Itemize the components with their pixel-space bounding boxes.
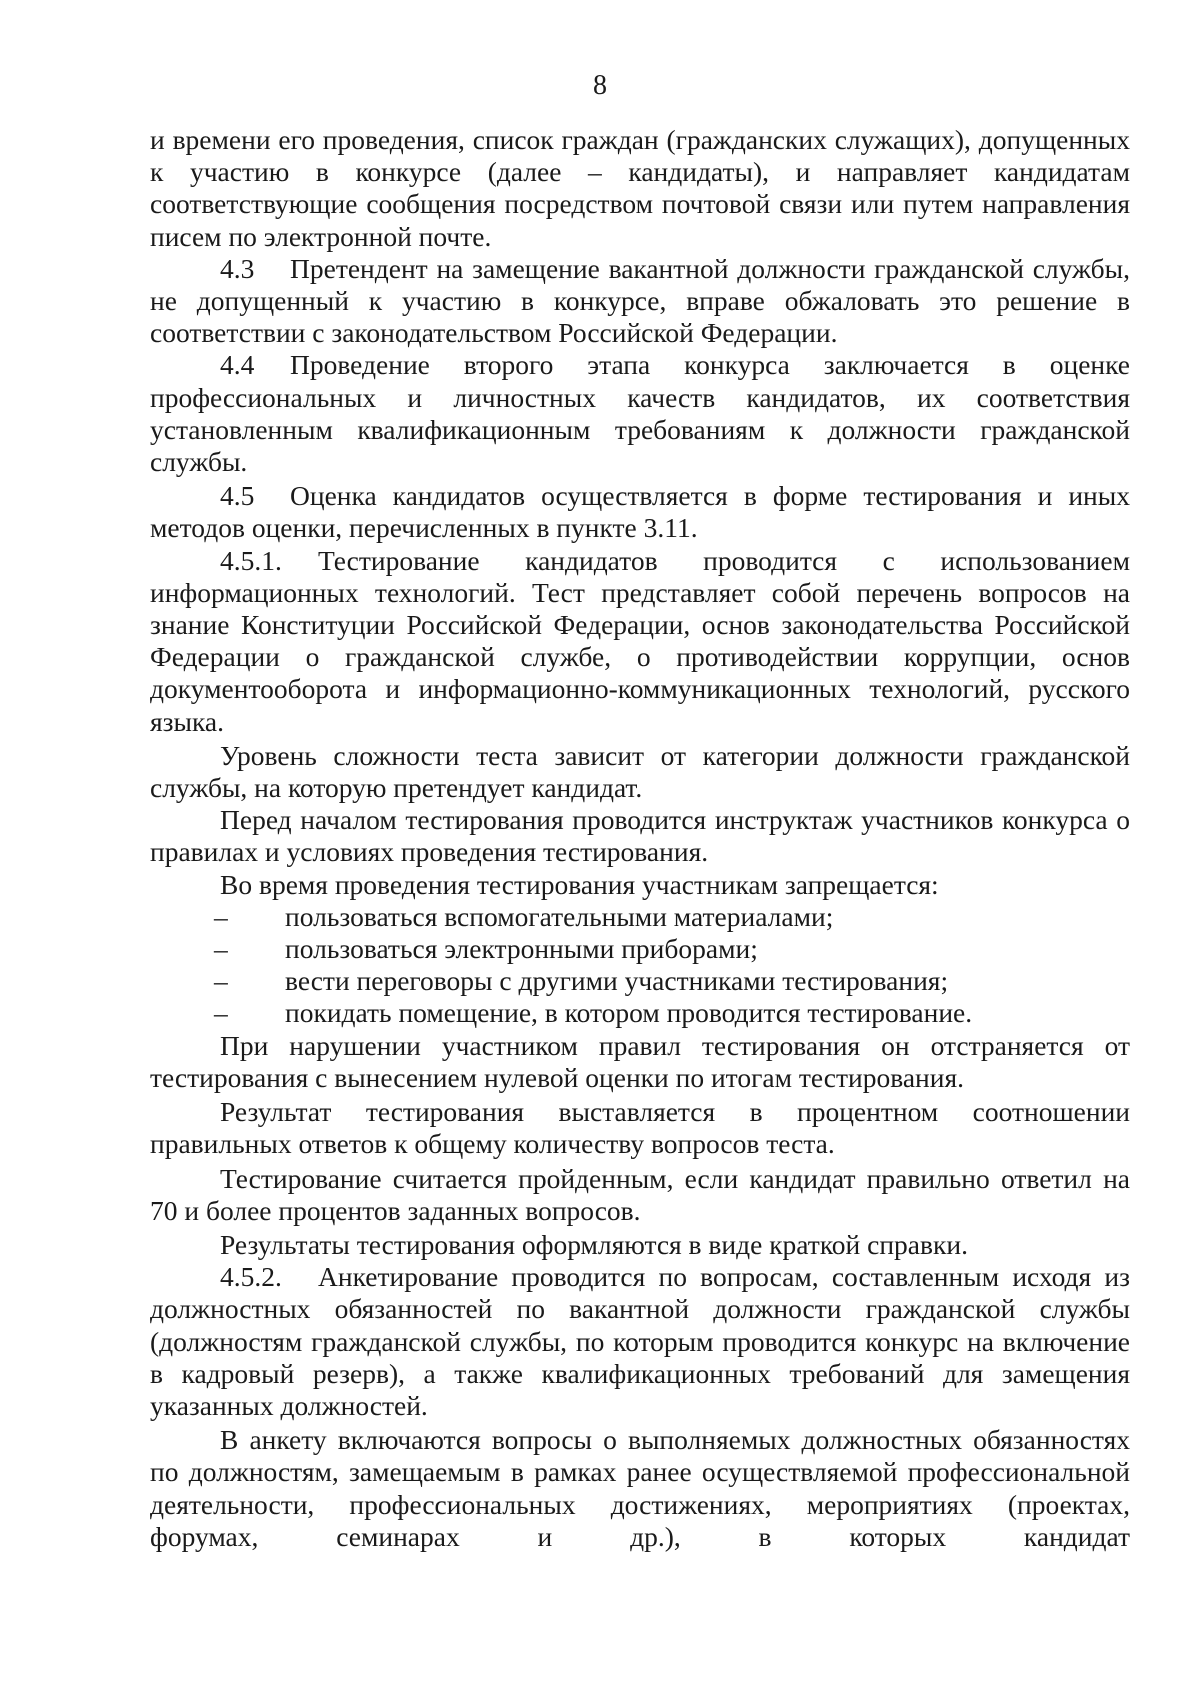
document-body [150,124,1130,1553]
paragraph: В анкету включаются вопросы о выполняемых должностных обязанностях по должностям, замещаемым в рамках ранее осуществляемой профессиональной деятельности, профессиональных достижениях, мероприятиях (проектах, форумах, семинарах и др.), в которых кандидат [150,1424,1130,1552]
bullet-dash: – [214,933,228,965]
paragraph-text: Тестирование кандидатов проводится с использованием информационных технологий. Тест представляет собой перечень вопросов на знание Конституции Российской Федерации, основ законодательства Российской Федерации о гражданской службе, о противодействии коррупции, основ документооборота и информационно-коммуникационных технологий, русского языка. [150,544,1130,737]
page-number: 8 [593,70,607,101]
paragraph: Результаты тестирования оформляются в виде краткой справки. [220,1228,968,1260]
list-item-text: вести переговоры с другими участниками тестирования; [285,965,949,997]
clause-number: 4.3 [220,252,255,284]
clause-number: 4.4 [220,349,255,381]
paragraph: При нарушении участником правил тестирования он отстраняется от тестирования с вынесением нулевой оценки по итогам тестирования. [150,1029,1130,1093]
clause-number: 4.5.1. [220,544,282,576]
paragraph-text: Проведение второго этапа конкурса заключается в оценке профессиональных и личностных качеств кандидатов, их соответствия установленным квалификационным требованиям к должности гражданской службы. [150,349,1130,478]
list-item [150,965,1130,997]
list-item [150,933,1130,965]
clause-number: 4.5 [220,480,255,512]
bullet-dash: – [214,965,228,997]
paragraph: Во время проведения тестирования участникам запрещается: [220,868,939,900]
paragraph-4-3 [150,253,1130,350]
clause-number: 4.5.2. [220,1261,282,1293]
paragraph: Тестирование считается пройденным, если кандидат правильно ответил на 70 и более процентов заданных вопросов. [150,1162,1130,1226]
prohibitions-list [150,901,1130,1030]
paragraph-text: Претендент на замещение вакантной должности гражданской службы, не допущенный к участию в конкурсе, вправе обжаловать это решение в соответствии с законодательством Российской Федерации. [150,252,1130,349]
paragraph-4-5 [150,480,1130,544]
list-item [150,997,1130,1029]
paragraph: Уровень сложности теста зависит от категории должности гражданской службы, на которую претендует кандидат. [150,739,1130,804]
list-item [150,901,1130,933]
list-item-text: пользоваться вспомогательными материалами; [285,900,834,932]
paragraph-text: Оценка кандидатов осуществляется в форме тестирования и иных методов оценки, перечисленных в пункте 3.11. [150,480,1130,544]
bullet-dash: – [214,900,228,932]
paragraph: и времени его проведения, список граждан (гражданских служащих), допущенных к участию в конкурсе (далее – кандидаты), и направляет кандидатам соответствующие сообщения посредством почтовой связи или путем направления писем по электронной почте. [150,124,1130,252]
paragraph: Перед началом тестирования проводится инструктаж участников конкурса о правилах и условиях проведения тестирования. [150,804,1130,868]
paragraph: Результат тестирования выставляется в процентном соотношении правильных ответов к общему количеству вопросов теста. [150,1096,1130,1160]
paragraph-text: Анкетирование проводится по вопросам, составленным исходя из должностных обязанностей по вакантной должности гражданской службы (должностям гражданской службы, по которым проводится конкурс на включение в кадровый резерв), а также квалификационных требований для замещения указанных должностей. [150,1261,1130,1421]
paragraph-4-5-1 [150,545,1130,738]
paragraph-4-4 [150,349,1130,478]
bullet-dash: – [214,997,228,1029]
paragraph-4-5-2 [150,1261,1130,1422]
list-item-text: пользоваться электронными приборами; [285,933,758,965]
list-item-text: покидать помещение, в котором проводится тестирование. [285,997,973,1029]
